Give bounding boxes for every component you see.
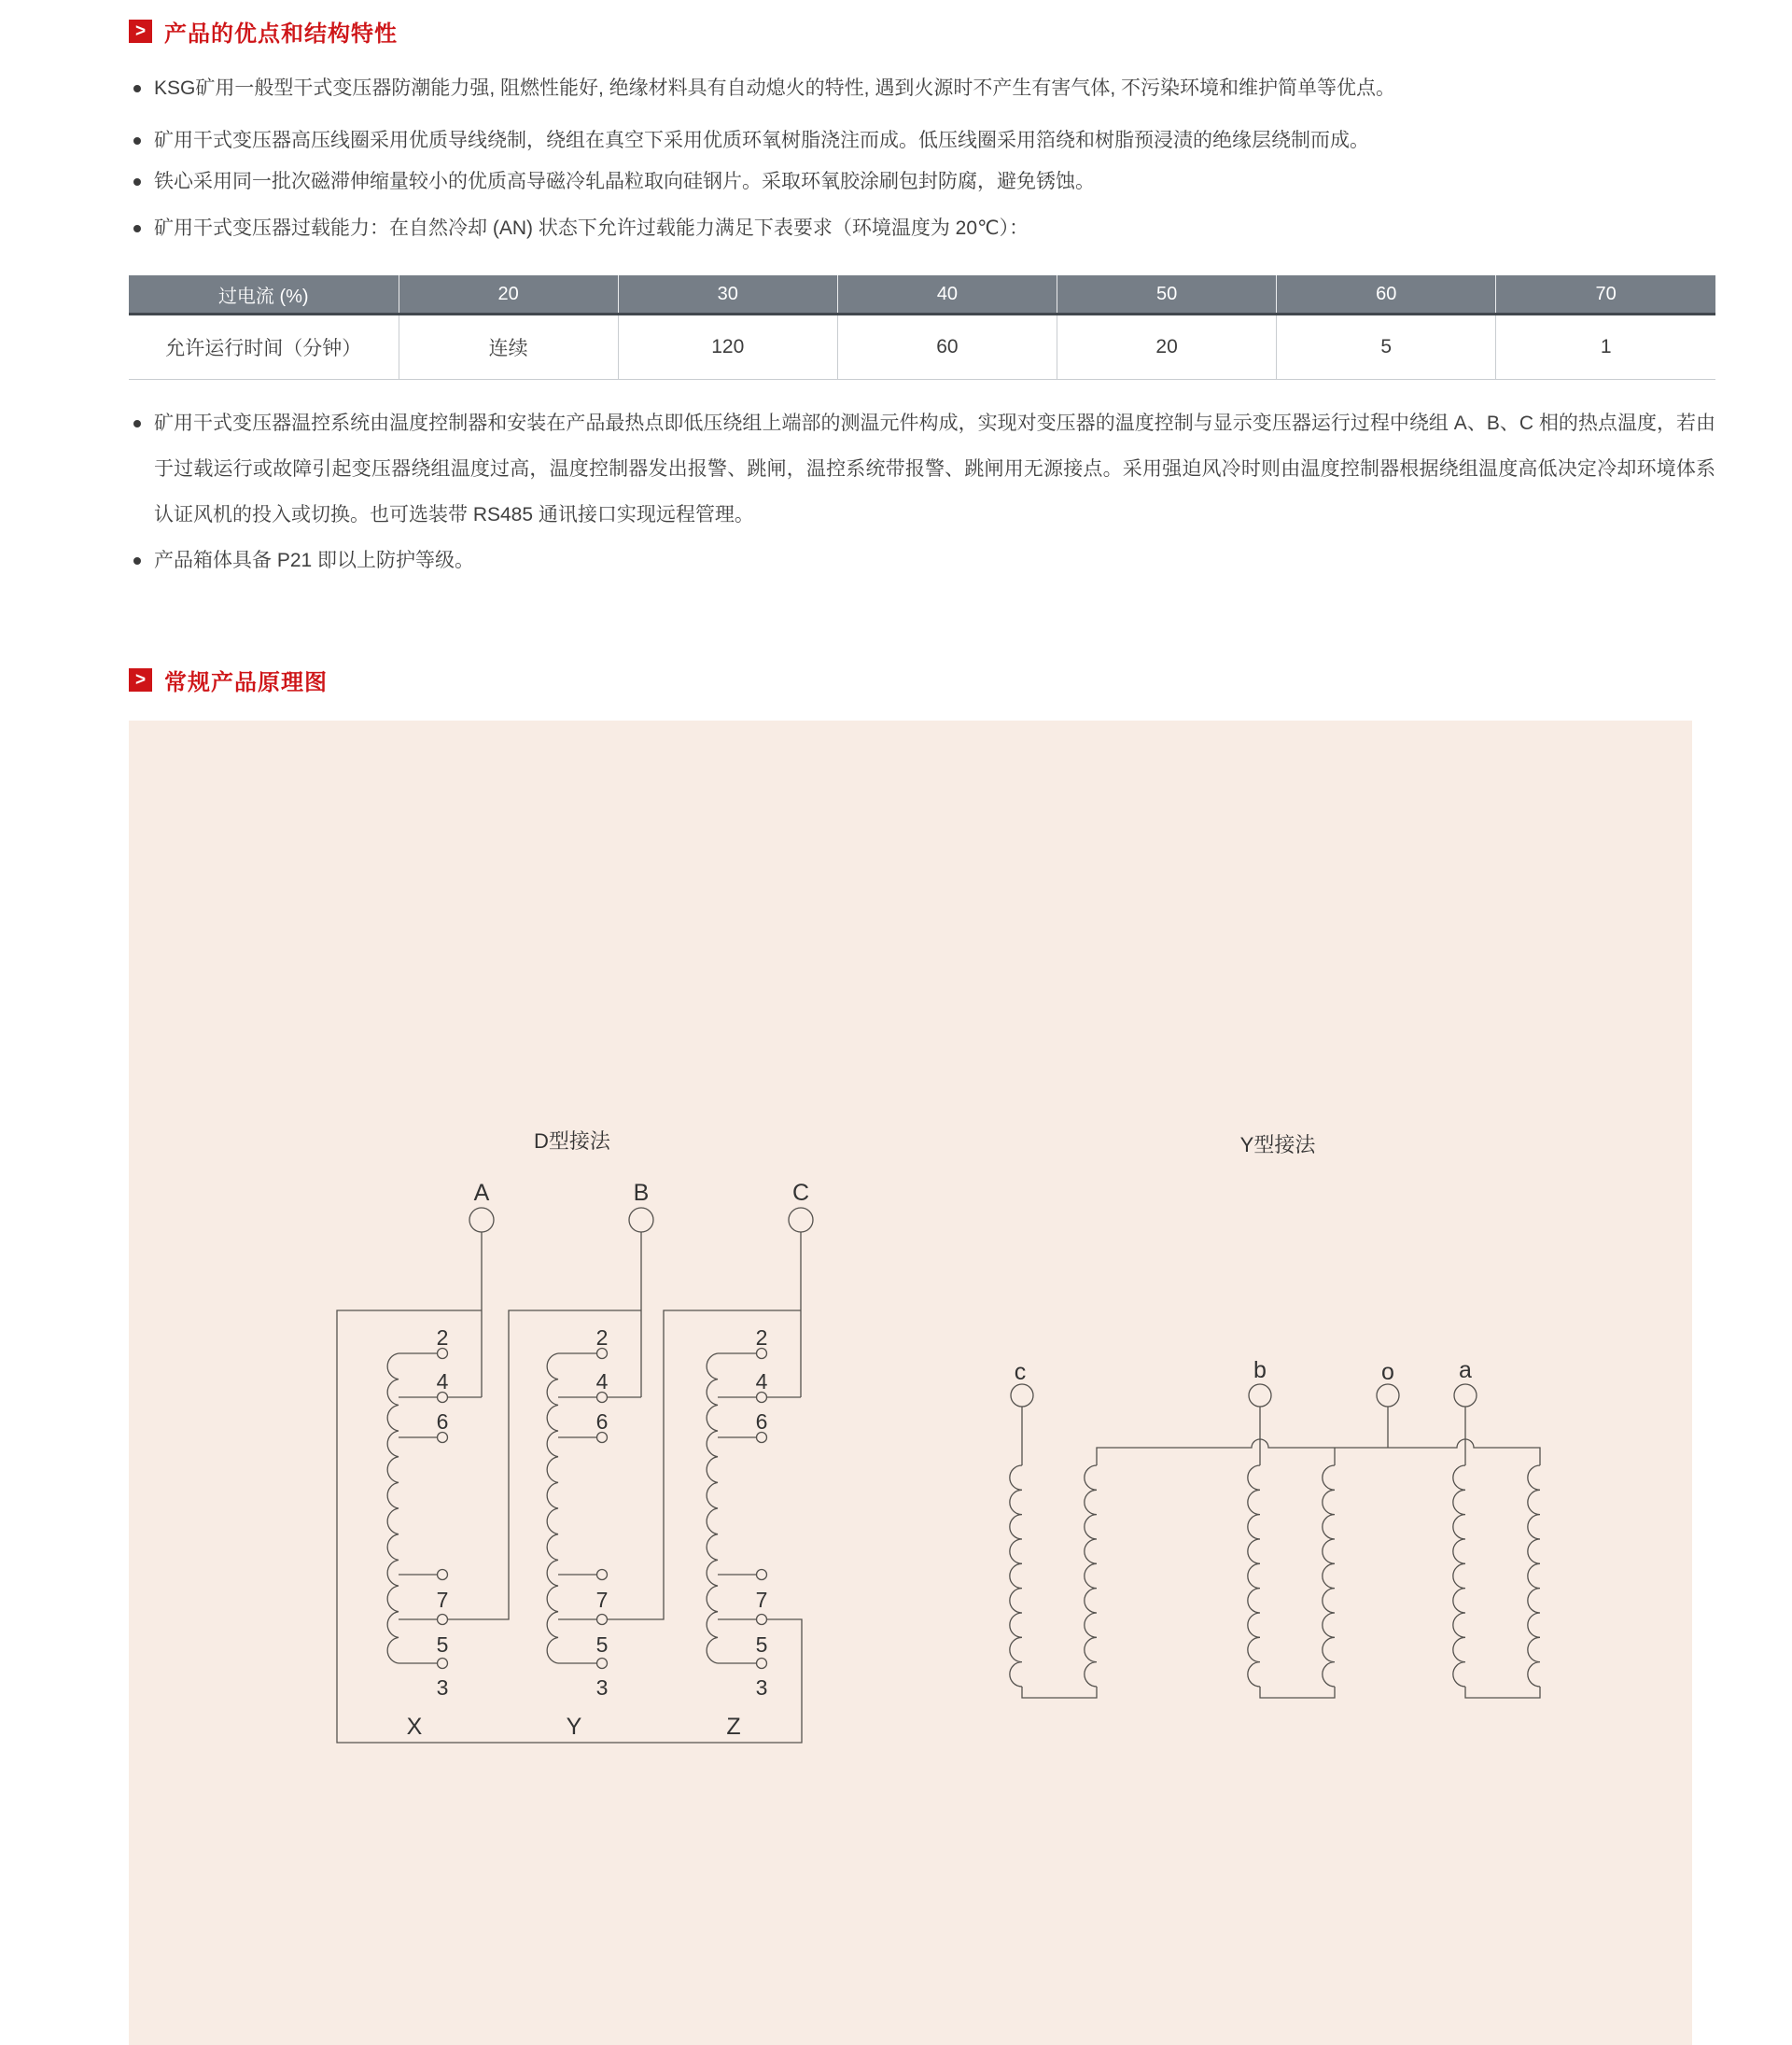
table-header-cell: 50 — [1057, 275, 1277, 315]
tap-label: 7 — [595, 1588, 609, 1612]
table-data-row — [129, 315, 1715, 380]
feature-bullet-text: 矿用干式变压器高压线圈采用优质导线绕制，绕组在真空下采用优质环氧树脂浇注而成。低压线圈采用箔绕和树脂预浸渍的绝缘层绕制而成。 — [154, 130, 1369, 151]
feature-bullets-after — [129, 400, 1715, 583]
winding-end-label: Z — [726, 1714, 741, 1740]
tap-label: 4 — [755, 1369, 768, 1394]
winding-end-label: Y — [566, 1714, 582, 1740]
table-cell: 连续 — [399, 315, 618, 380]
bullet-dot-icon — [133, 420, 141, 427]
terminal-label: A — [473, 1180, 490, 1206]
section-title-schematic: 常规产品原理图 — [164, 670, 328, 695]
bullet-dot-icon — [133, 178, 141, 186]
page-content — [129, 0, 1715, 2045]
tap-label: 2 — [595, 1325, 609, 1350]
table-header-cell: 20 — [399, 275, 618, 315]
terminal-label: o — [1381, 1359, 1394, 1385]
table-cell: 20 — [1057, 315, 1277, 380]
table-cell: 5 — [1277, 315, 1496, 380]
tap-label: 4 — [595, 1369, 609, 1394]
feature-bullet-text: 矿用干式变压器过载能力：在自然冷却 (AN) 状态下允许过载能力满足下表要求（环境温度为 20℃）： — [154, 217, 1029, 239]
table-cell: 允许运行时间（分钟） — [129, 315, 399, 380]
table-header-row — [129, 275, 1715, 315]
terminal-label: b — [1253, 1357, 1267, 1383]
schematic-diagram — [129, 721, 1692, 2045]
table-cell: 60 — [837, 315, 1057, 380]
wye-diagram-title: Y型接法 — [1239, 1133, 1316, 1156]
table-header-cell: 60 — [1277, 275, 1496, 315]
tap-label: 3 — [755, 1675, 768, 1700]
bullet-dot-icon — [133, 85, 141, 92]
tap-label: 4 — [436, 1369, 449, 1394]
delta-link-x-to-b — [448, 1310, 642, 1619]
delta-diagram-title: D型接法 — [534, 1129, 610, 1153]
schematic-panel — [129, 721, 1692, 2045]
terminal-label: c — [1014, 1359, 1027, 1385]
bullet-dot-icon — [133, 557, 141, 565]
delta-link-z-to-a — [337, 1310, 802, 1743]
feature-bullet-text: 产品箱体具备 P21 即以上防护等级。 — [154, 550, 475, 571]
table-header-cell: 过电流 (%) — [129, 275, 399, 315]
table-cell: 120 — [618, 315, 837, 380]
feature-bullet — [129, 538, 1715, 583]
neutral-bus — [1097, 1439, 1540, 1465]
table-header-cell: 70 — [1496, 275, 1715, 315]
bullet-dot-icon — [133, 137, 141, 145]
terminal-circle — [1377, 1384, 1399, 1407]
tap-label: 2 — [436, 1325, 449, 1350]
table-header-cell: 30 — [618, 275, 837, 315]
tap-label: 5 — [595, 1632, 609, 1657]
tap-label: 7 — [436, 1588, 449, 1612]
feature-bullet — [129, 216, 1715, 242]
terminal-label: a — [1459, 1357, 1472, 1383]
terminal-label: C — [791, 1180, 810, 1206]
section-header-schematic — [129, 664, 1715, 696]
terminal-label: B — [633, 1180, 650, 1206]
feature-bullet-text: 铁心采用同一批次磁滞伸缩量较小的优质高导磁冷轧晶粒取向硅钢片。采取环氧胶涂刷包封防腐，避免锈蚀。 — [154, 171, 1095, 192]
winding-end-label: X — [406, 1714, 423, 1740]
terminal-circle — [1011, 1384, 1033, 1407]
terminal-circle — [1249, 1384, 1271, 1407]
tap-label: 5 — [436, 1632, 449, 1657]
terminal-circle — [1454, 1384, 1477, 1407]
feature-bullet-text: KSG矿用一般型干式变压器防潮能力强, 阻燃性能好, 绝缘材料具有自动熄火的特性, 遇到火源时不产生有害气体, 不污染环境和维护简单等优点。 — [154, 77, 1396, 99]
table-header-cell: 40 — [837, 275, 1057, 315]
tap-label: 3 — [436, 1675, 449, 1700]
tap-label: 2 — [755, 1325, 768, 1350]
tap-label: 6 — [595, 1409, 609, 1434]
tap-label: 5 — [755, 1632, 768, 1657]
feature-bullet-text: 矿用干式变压器温控系统由温度控制器和安装在产品最热点即低压绕组上端部的测温元件构成，实现对变压器的温度控制与显示变压器运行过程中绕组 A、B、C 相的热点温度，若由于过载运行或故障引起变压器绕组温度过高，温度控制器发出报警、跳闸，温控系统带报警、跳闸用无源接点。采用强迫风冷时则由温度控制器根据绕组温度高低决定冷却环境体系认证风机的投入或切换。也可选装带 RS485 通讯接口实现远程管理。 — [154, 413, 1715, 525]
tap-label: 6 — [755, 1409, 768, 1434]
section-title-features: 产品的优点和结构特性 — [164, 21, 398, 47]
feature-bullet — [129, 128, 1715, 154]
feature-bullet — [129, 76, 1715, 102]
bullet-dot-icon — [133, 225, 141, 232]
section-header-features — [129, 0, 1715, 48]
overload-capacity-table — [129, 275, 1715, 380]
chevron-right-icon: > — [129, 20, 152, 43]
feature-bullet — [129, 169, 1715, 195]
delta-link-y-to-c — [608, 1310, 802, 1619]
tap-label: 3 — [595, 1675, 609, 1700]
feature-bullet — [129, 400, 1715, 538]
tap-label: 7 — [755, 1588, 768, 1612]
chevron-right-icon: > — [129, 668, 152, 692]
tap-label: 6 — [436, 1409, 449, 1434]
table-cell: 1 — [1496, 315, 1715, 380]
